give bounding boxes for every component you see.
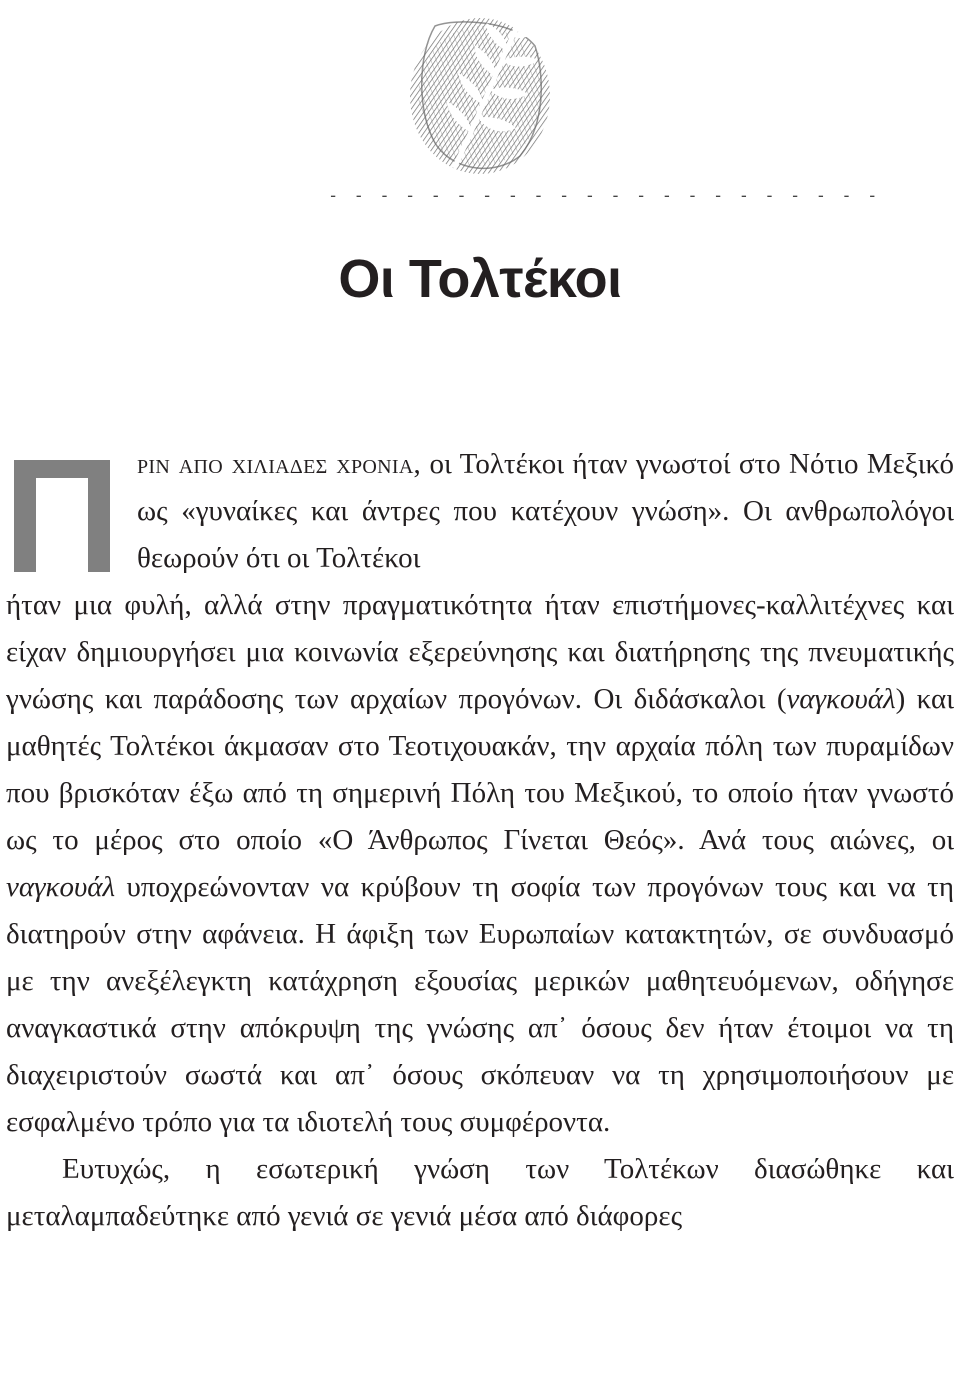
paragraph-1-body-a: ήταν μια φυλή, αλλά στην πραγματικότητα ήταν επιστήμονες-καλλιτέχνες και είχαν δημιουργήσει μια κοινωνία εξερεύνησης και διατήρησης της πνευματικής γνώσης και παράδοσης των αρχαίων προγόνων. Οι διδάσκαλοι ( — [6, 589, 954, 715]
paragraph-1-body-b: ) και μαθητές Τολτέκοι άκμασαν στο Τεοτιχουακάν, την αρχαία πόλη των πυραμίδων που βρισκόταν έξω από τη σημερινή Πόλη του Μεξικού, το οποίο ήταν γνωστό ως το μέρος στο οποίο «Ο Άνθρωπος Γίνεται Θεός». Ανά τους αιώνες, οι — [6, 683, 954, 856]
paragraph-1-intro-rest: οι Τολτέκοι ήταν γνωστοί στο Νότιο Μεξικό ως «γυναίκες και άντρες που κατέχουν γνώση». Οι ανθρωπολόγοι θεωρούν ότι οι Τολτέκοι — [137, 448, 954, 574]
paragraph-1 — [6, 441, 954, 1146]
body-text — [6, 441, 954, 1240]
section-divider: - - - - - - - - - - - - - - - - - - - - - - — [328, 186, 880, 206]
paragraph-1-body-c: υποχρεώνονταν να κρύβουν τη σοφία των προγόνων τους και να τη διατηρούν στην αφάνεια. Η άφιξη των Ευρωπαίων κατακτητών, σε συνδυασμό με την ανεξέλεγκτη κατάχρηση εξουσίας μερικών μαθητευόμενων, οδήγησε αναγκαστικά στην απόκρυψη της γνώσης απ᾽ όσους δεν ήταν έτοιμοι να τη διαχειριστούν σωστά και απ᾽ όσους σκόπευαν να τη χρησιμοποιήσουν με εσφαλμένο τρόπο για τα ιδιοτελή τους συμφέροντα. — [6, 871, 954, 1138]
paragraph-1-intro — [6, 441, 954, 582]
term-naguals: ναγκουάλ — [6, 871, 116, 903]
paragraph-1-lead: ριν απο χιλιαδες χρονια, — [137, 448, 422, 480]
term-naguals: ναγκουάλ — [786, 683, 896, 715]
olive-branch-sketch-icon — [395, 6, 565, 181]
paragraph-2: Ευτυχώς, η εσωτερική γνώση των Τολτέκων διασώθηκε και μεταλαμπαδεύτηκε από γενιά σε γενιά μέσα από διάφορες — [6, 1153, 954, 1232]
chapter-title: Οι Τολτέκοι — [338, 249, 622, 309]
drop-cap-letter: Π — [62, 540, 63, 541]
